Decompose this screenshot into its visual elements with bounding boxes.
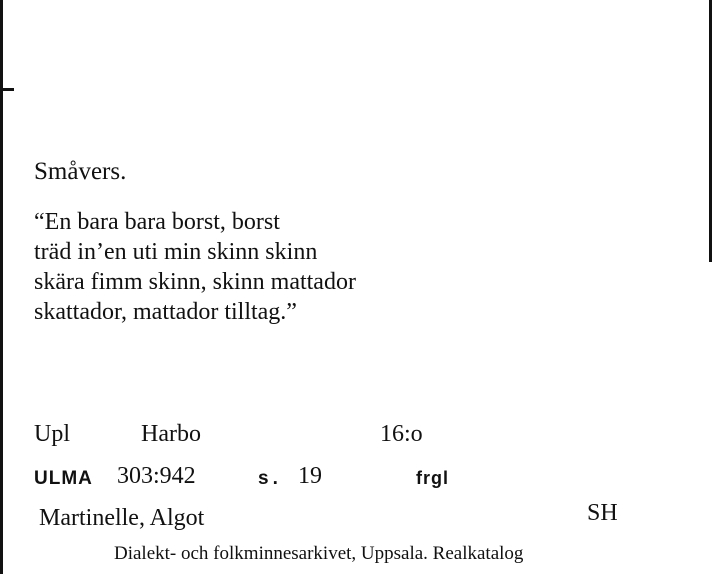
verse-line: skära fimm skinn, skinn mattador: [34, 269, 356, 295]
verse-line: skattador, mattador tilltag.”: [34, 299, 297, 325]
verse-line: “En bara bara borst, borst: [34, 209, 280, 235]
century-label: 16:o: [380, 421, 423, 447]
page-label: s.: [258, 468, 282, 489]
card-edge-tick: [0, 88, 14, 91]
category-code: frgl: [416, 468, 449, 488]
collector-initials: SH: [587, 500, 618, 526]
verse-line: träd in’en uti min skinn skinn: [34, 239, 318, 265]
page-number: 19: [298, 463, 322, 489]
archive-footer: Dialekt- och folkminnesarkivet, Uppsala. Realkatalog: [114, 543, 524, 564]
informant-name: Martinelle, Algot: [39, 505, 205, 531]
card-right-edge: [709, 0, 712, 262]
region-label: Upl: [34, 421, 70, 447]
archive-label: ULMA: [34, 468, 93, 489]
parish-label: Harbo: [141, 421, 201, 447]
archive-number: 303:942: [117, 463, 196, 489]
verse-block: [34, 207, 356, 327]
card-title: Småvers.: [34, 158, 127, 185]
card-left-edge: [0, 0, 3, 574]
